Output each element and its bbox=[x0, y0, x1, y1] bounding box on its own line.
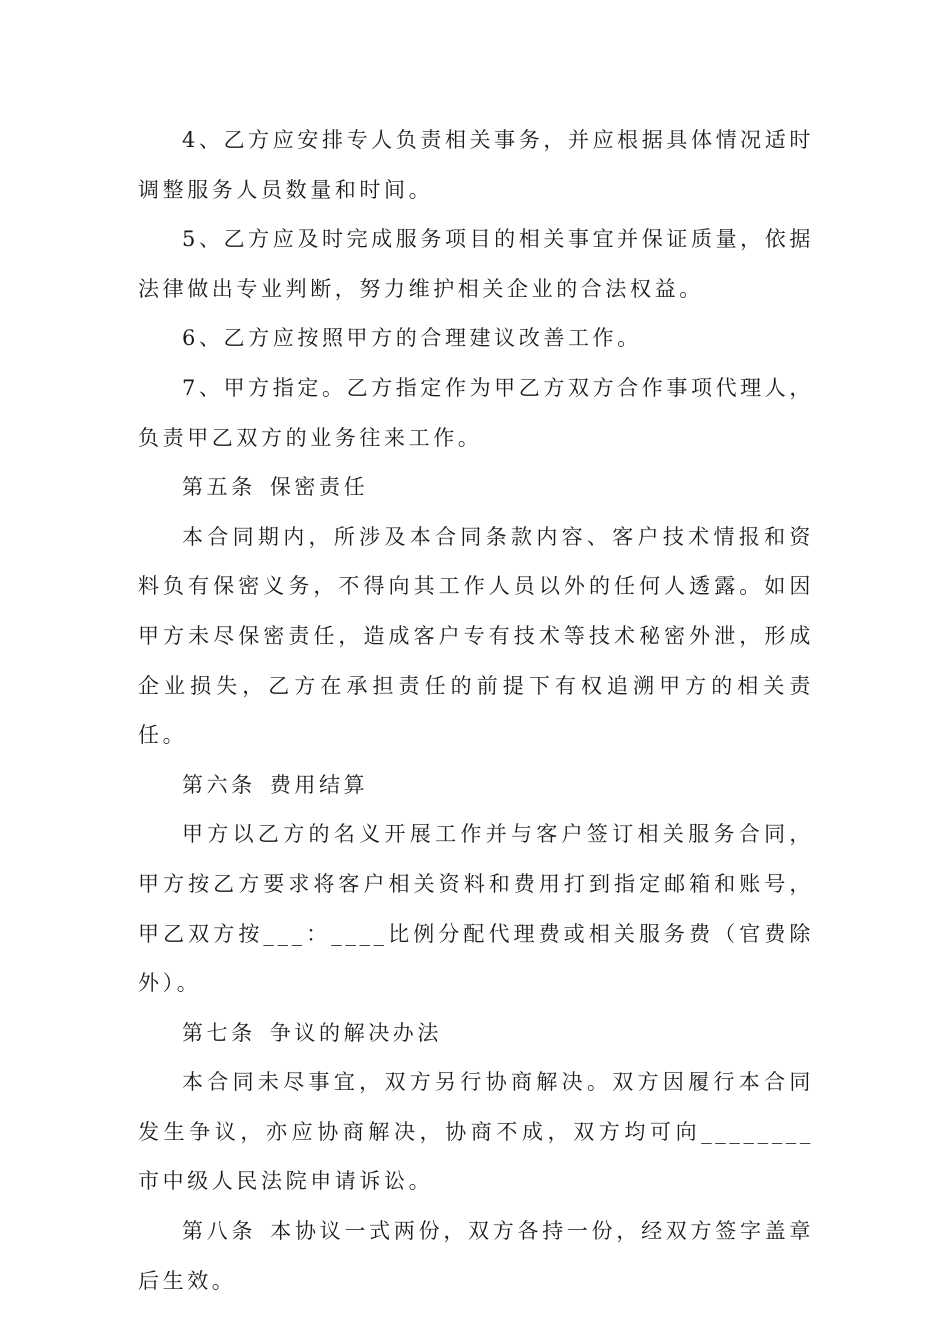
article-6-title: 费用结算 bbox=[269, 772, 369, 797]
clause-5: 5、乙方应及时完成服务项目的相关事宜并保证质量，依据法律做出专业判断，努力维护相关企业的合法权益。 bbox=[138, 227, 814, 301]
clause-6: 6、乙方应按照甲方的合理建议改善工作。 bbox=[182, 326, 642, 351]
article-5-title: 保密责任 bbox=[269, 475, 369, 500]
article-5-heading bbox=[138, 463, 814, 513]
article-5-number: 第五条 bbox=[182, 475, 256, 500]
article-7-body: 本合同未尽事宜，双方另行协商解决。双方因履行本合同发生争议，亦应协商解决，协商不成，双方均可向________市中级人民法院申请诉讼。 bbox=[138, 1070, 814, 1194]
article-8-body: 本协议一式两份，双方各持一份，经双方签字盖章后生效。 bbox=[138, 1219, 814, 1293]
article-7-heading bbox=[138, 1009, 814, 1059]
document-body bbox=[138, 116, 814, 1306]
article-7-number: 第七条 bbox=[182, 1020, 256, 1045]
article-5-body: 本合同期内，所涉及本合同条款内容、客户技术情报和资料负有保密义务，不得向其工作人员以外的任何人透露。如因甲方未尽保密责任，造成客户专有技术等技术秘密外泄，形成企业损失，乙方在承担责任的前提下有权追溯甲方的相关责任。 bbox=[138, 524, 814, 748]
article-8-number: 第八条 bbox=[182, 1219, 257, 1244]
article-6-number: 第六条 bbox=[182, 772, 256, 797]
article-8 bbox=[138, 1207, 814, 1306]
article-6-body: 甲方以乙方的名义开展工作并与客户签订相关服务合同，甲方按乙方要求将客户相关资料和费用打到指定邮箱和账号，甲乙双方按___：____比例分配代理费或相关服务费（官费除外）。 bbox=[138, 822, 814, 996]
clause-4: 4、乙方应安排专人负责相关事务，并应根据具体情况适时调整服务人员数量和时间。 bbox=[138, 128, 814, 202]
article-6-heading bbox=[138, 761, 814, 811]
article-7-title: 争议的解决办法 bbox=[269, 1020, 443, 1045]
clause-7: 7、甲方指定。乙方指定作为甲乙方双方合作事项代理人，负责甲乙双方的业务往来工作。 bbox=[138, 375, 814, 450]
